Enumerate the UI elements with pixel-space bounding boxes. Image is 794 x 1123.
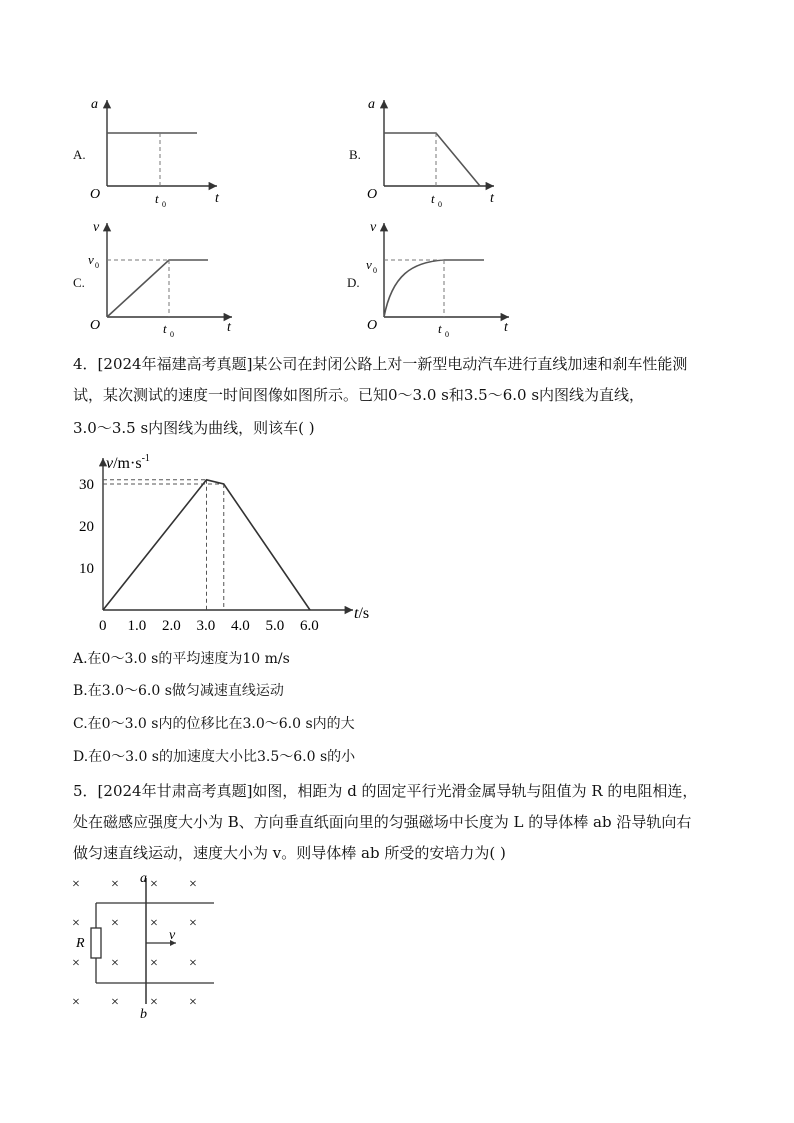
q4-option-a[interactable]: A.在0～3.0 s的平均速度为10 m/s: [73, 651, 290, 667]
resistor: [91, 928, 101, 958]
svg-text:×: ×: [189, 877, 197, 892]
option-c-label: C.: [73, 275, 85, 290]
v0-sub: 0: [95, 261, 99, 270]
rod-bottom-label: b: [140, 1007, 147, 1022]
graph-b: [362, 90, 512, 215]
q4-line1: 4．[2024年福建高考真题]某公司在封闭公路上对一新型电动汽车进行直线加速和刹车性能测: [73, 355, 688, 373]
x-axis-label: t: [215, 191, 219, 206]
rod-top-label: a: [140, 871, 147, 886]
x-tick-label: 6.0: [300, 618, 319, 634]
t0-label: t: [163, 321, 167, 336]
q4-line3: 3.0～3.5 s内图线为曲线，则该车( ): [73, 419, 315, 437]
y-axis-label: a: [368, 97, 375, 112]
t0-sub: 0: [438, 200, 442, 209]
velocity-time-chart: [70, 448, 390, 638]
y-tick-label: 30: [79, 477, 94, 493]
x-axis-title: t/s: [354, 605, 370, 622]
velocity-label: v: [169, 928, 176, 943]
x-axis-label: t: [504, 320, 508, 335]
y-tick-label: 10: [79, 561, 94, 577]
v0-label: v: [88, 252, 94, 267]
origin-label: O: [90, 318, 101, 333]
y-axis-label: v: [370, 220, 377, 235]
graph-a: [85, 90, 235, 215]
svg-text:×: ×: [150, 877, 158, 892]
v0-sub: 0: [373, 266, 377, 275]
svg-text:×: ×: [72, 956, 80, 971]
svg-text:×: ×: [150, 916, 158, 931]
x-tick-label: 3.0: [196, 618, 216, 634]
graph-d: [362, 215, 517, 345]
y-axis-label: v: [93, 220, 100, 235]
q4-option-c[interactable]: C.在0～3.0 s内的位移比在3.0～6.0 s内的大: [73, 716, 355, 732]
svg-text:×: ×: [189, 995, 197, 1010]
q5-line1: 5．[2024年甘肃高考真题]如图，相距为 d 的固定平行光滑金属导轨与阻值为 R 的电阻相连，: [73, 782, 698, 800]
y-tick-label: 20: [79, 519, 94, 535]
svg-text:×: ×: [150, 956, 158, 971]
q5-line2: 处在磁感应强度大小为 B、方向垂直纸面向里的匀强磁场中长度为 L 的导体棒 ab 沿导轨向右: [73, 813, 692, 831]
y-axis-unit: /m·s: [113, 455, 142, 472]
origin-label: O: [367, 318, 378, 333]
option-a-label: A.: [73, 147, 86, 162]
t0-sub: 0: [162, 200, 166, 209]
svg-text:×: ×: [150, 995, 158, 1010]
svg-text:×: ×: [189, 916, 197, 931]
svg-text:×: ×: [111, 877, 119, 892]
graph-c: [85, 215, 235, 345]
svg-text:×: ×: [72, 916, 80, 931]
svg-text:×: ×: [111, 995, 119, 1010]
x-tick-label: 5.0: [265, 618, 285, 634]
x-tick-label: 1.0: [127, 618, 147, 634]
t0-sub: 0: [170, 330, 174, 339]
x-tick-label: 4.0: [231, 618, 250, 634]
svg-text:×: ×: [72, 995, 80, 1010]
option-d-label: D.: [347, 275, 360, 290]
svg-text:×: ×: [72, 877, 80, 892]
option-b-label: B.: [349, 147, 361, 162]
t0-label: t: [431, 191, 435, 206]
resistor-label: R: [76, 936, 85, 951]
svg-text:×: ×: [111, 956, 119, 971]
x-axis-label: t: [227, 320, 231, 335]
circuit-diagram: [66, 866, 226, 1026]
y-axis-unit-sup: -1: [141, 453, 150, 464]
y-axis-label: a: [91, 97, 98, 112]
origin-label: O: [90, 187, 101, 202]
q4-option-b[interactable]: B.在3.0～6.0 s做匀减速直线运动: [73, 683, 284, 699]
t0-label: t: [438, 321, 442, 336]
q4-line2: 试，某次测试的速度一时间图像如图所示。已知0～3.0 s和3.5～6.0 s内图线为直线，: [73, 386, 645, 404]
x-tick-label: 2.0: [162, 618, 181, 634]
v0-label: v: [366, 257, 372, 272]
x-axis-label: t: [490, 191, 494, 206]
svg-text:×: ×: [111, 916, 119, 931]
q4-option-d[interactable]: D.在0～3.0 s的加速度大小比3.5～6.0 s的小: [73, 749, 356, 765]
x-tick-label: 0: [99, 618, 107, 634]
t0-label: t: [155, 191, 159, 206]
svg-text:×: ×: [189, 956, 197, 971]
t0-sub: 0: [445, 330, 449, 339]
y-axis-title: $v/m\cdot s^{-1}$: [106, 453, 150, 472]
origin-label: O: [367, 187, 378, 202]
q5-line3: 做匀速直线运动，速度大小为 v。则导体棒 ab 所受的安培力为( ): [73, 844, 506, 862]
